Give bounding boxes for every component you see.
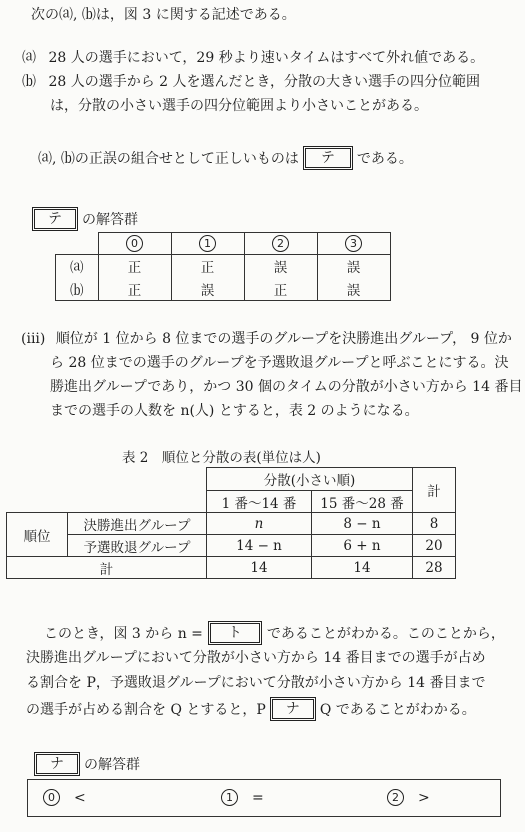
statement-a-mark: ⒜: [22, 50, 36, 66]
table2-sum-cell: 14: [312, 557, 413, 579]
part3-mark: (iii): [21, 331, 46, 347]
question-te-pre: ⒜, ⒝の正誤の組合せとして正しいものは: [38, 151, 299, 167]
te-choice-0[interactable]: [98, 233, 171, 255]
table2-cell: 8: [413, 513, 456, 535]
table2-row-group: 順位: [7, 513, 68, 557]
para-line-3: る割合を P，予選敗退グループにおいて分散が小さい方から 14 番目まで: [26, 675, 486, 691]
statement-b-text: 28 人の選手から 2 人を選んだとき，分散の大きい選手の四分位範囲: [48, 74, 480, 90]
na-label-box-text: ナ: [36, 754, 78, 774]
table2-cell: 20: [413, 535, 456, 557]
para-line-1-post: であることがわかる。このことから，: [266, 626, 505, 642]
te-table-corner: [56, 233, 99, 255]
na-choice-1[interactable]: [221, 789, 264, 806]
part3-text-1: 順位が 1 位から 8 位までの選手のグループを決勝進出グループ， 9 位か: [55, 331, 512, 347]
part3-line-3: 勝進出グループであり，かつ 30 個のタイムの分散が小さい方から 14 番目: [50, 379, 523, 395]
para-line-1-pre: このとき，図 3 から n =: [44, 626, 203, 642]
te-choices-label: の解答群: [82, 212, 138, 228]
table2-cell: 14 − n: [207, 535, 312, 557]
na-choices-box: [27, 779, 501, 817]
question-te: [38, 146, 413, 170]
te-cell: 正: [244, 278, 317, 301]
na-choice-0-num: 0: [43, 789, 60, 806]
table2-row-label: 決勝進出グループ: [68, 513, 207, 535]
te-cell: 正: [98, 278, 171, 301]
te-choices-heading: [32, 207, 138, 231]
na-choice-2-num: 2: [387, 789, 404, 806]
table2-cell: 8 − n: [312, 513, 413, 535]
table2-cell: 6 + n: [312, 535, 413, 557]
te-cell: 誤: [171, 278, 244, 301]
part3-line-4: までの選手の人数を n(人) とすると，表 2 のようになる。: [50, 403, 419, 419]
na-choice-1-num: 1: [221, 789, 238, 806]
statement-b: [22, 73, 480, 91]
table2-sum-cell: 28: [413, 557, 456, 579]
part3-line-2: ら 28 位までの選手のグループを予選敗退グループと呼ぶことにする。決: [50, 355, 509, 371]
te-choice-3[interactable]: [317, 233, 390, 255]
na-choice-1-sym: =: [252, 789, 264, 806]
table2-corner: [7, 468, 207, 513]
na-choice-0-sym: <: [74, 789, 86, 806]
table2-cell: n: [207, 513, 312, 535]
na-choices-label: の解答群: [84, 757, 140, 773]
answer-box-te[interactable]: [303, 146, 353, 170]
para-line-1: [44, 621, 505, 645]
te-choice-2-num: 2: [272, 235, 289, 252]
te-choice-3-num: 3: [345, 235, 362, 252]
para-line-4-pre: の選手が占める割合を Q とすると，P: [26, 702, 266, 718]
para-line-4: [26, 697, 476, 721]
answer-box-te-label: テ: [305, 148, 351, 168]
te-choice-1[interactable]: [171, 233, 244, 255]
te-choice-2[interactable]: [244, 233, 317, 255]
para-line-2: 決勝進出グループにおいて分散が小さい方から 14 番目までの選手が占め: [26, 650, 486, 666]
te-cell: 正: [171, 255, 244, 278]
te-cell: 正: [98, 255, 171, 278]
statement-b-cont: は，分散の小さい選手の四分位範囲より小さいことがある。: [50, 98, 428, 114]
answer-box-na[interactable]: [270, 697, 316, 721]
para-line-4-post: Q であることがわかる。: [319, 702, 476, 718]
na-choices-heading: [34, 752, 140, 776]
statement-a-text: 28 人の選手において，29 秒より速いタイムはすべて外れ値である。: [48, 50, 485, 66]
table2-sum-cell: 14: [207, 557, 312, 579]
part3-line-1: [21, 330, 512, 348]
te-cell: 誤: [244, 255, 317, 278]
na-choice-2-sym: >: [418, 789, 430, 806]
te-label-box-text: テ: [34, 209, 76, 229]
statement-b-mark: ⒝: [22, 74, 36, 90]
te-row-a-label: ⒜: [56, 255, 99, 278]
table2-caption: 表 2 順位と分散の表(単位は人): [122, 450, 321, 466]
question-te-post: である。: [356, 151, 413, 167]
table2-col1-header: 1 番～14 番: [207, 491, 312, 513]
na-choice-2[interactable]: [387, 789, 430, 806]
table2-row-label: 予選敗退グループ: [68, 535, 207, 557]
te-cell: 誤: [317, 255, 390, 278]
te-label-box: [32, 207, 78, 231]
table2: [6, 467, 456, 579]
table2-total-header: 計: [413, 468, 456, 513]
answer-box-to-label: ト: [210, 623, 260, 643]
statement-a: [22, 49, 484, 67]
te-cell: 誤: [317, 278, 390, 301]
answer-box-to[interactable]: [208, 621, 262, 645]
table2-header-group: 分散(小さい順): [207, 468, 413, 491]
na-label-box: [34, 752, 80, 776]
te-choice-1-num: 1: [199, 235, 216, 252]
table2-col2-header: 15 番～28 番: [312, 491, 413, 513]
intro-text: 次の⒜, ⒝は，図 3 に関する記述である。: [31, 7, 296, 23]
te-choices-table: [55, 232, 391, 301]
table2-sum-label: 計: [7, 557, 207, 579]
te-choice-0-num: 0: [126, 235, 143, 252]
te-row-b-label: ⒝: [56, 278, 99, 301]
answer-box-na-label: ナ: [272, 699, 314, 719]
na-choice-0[interactable]: [43, 789, 86, 806]
